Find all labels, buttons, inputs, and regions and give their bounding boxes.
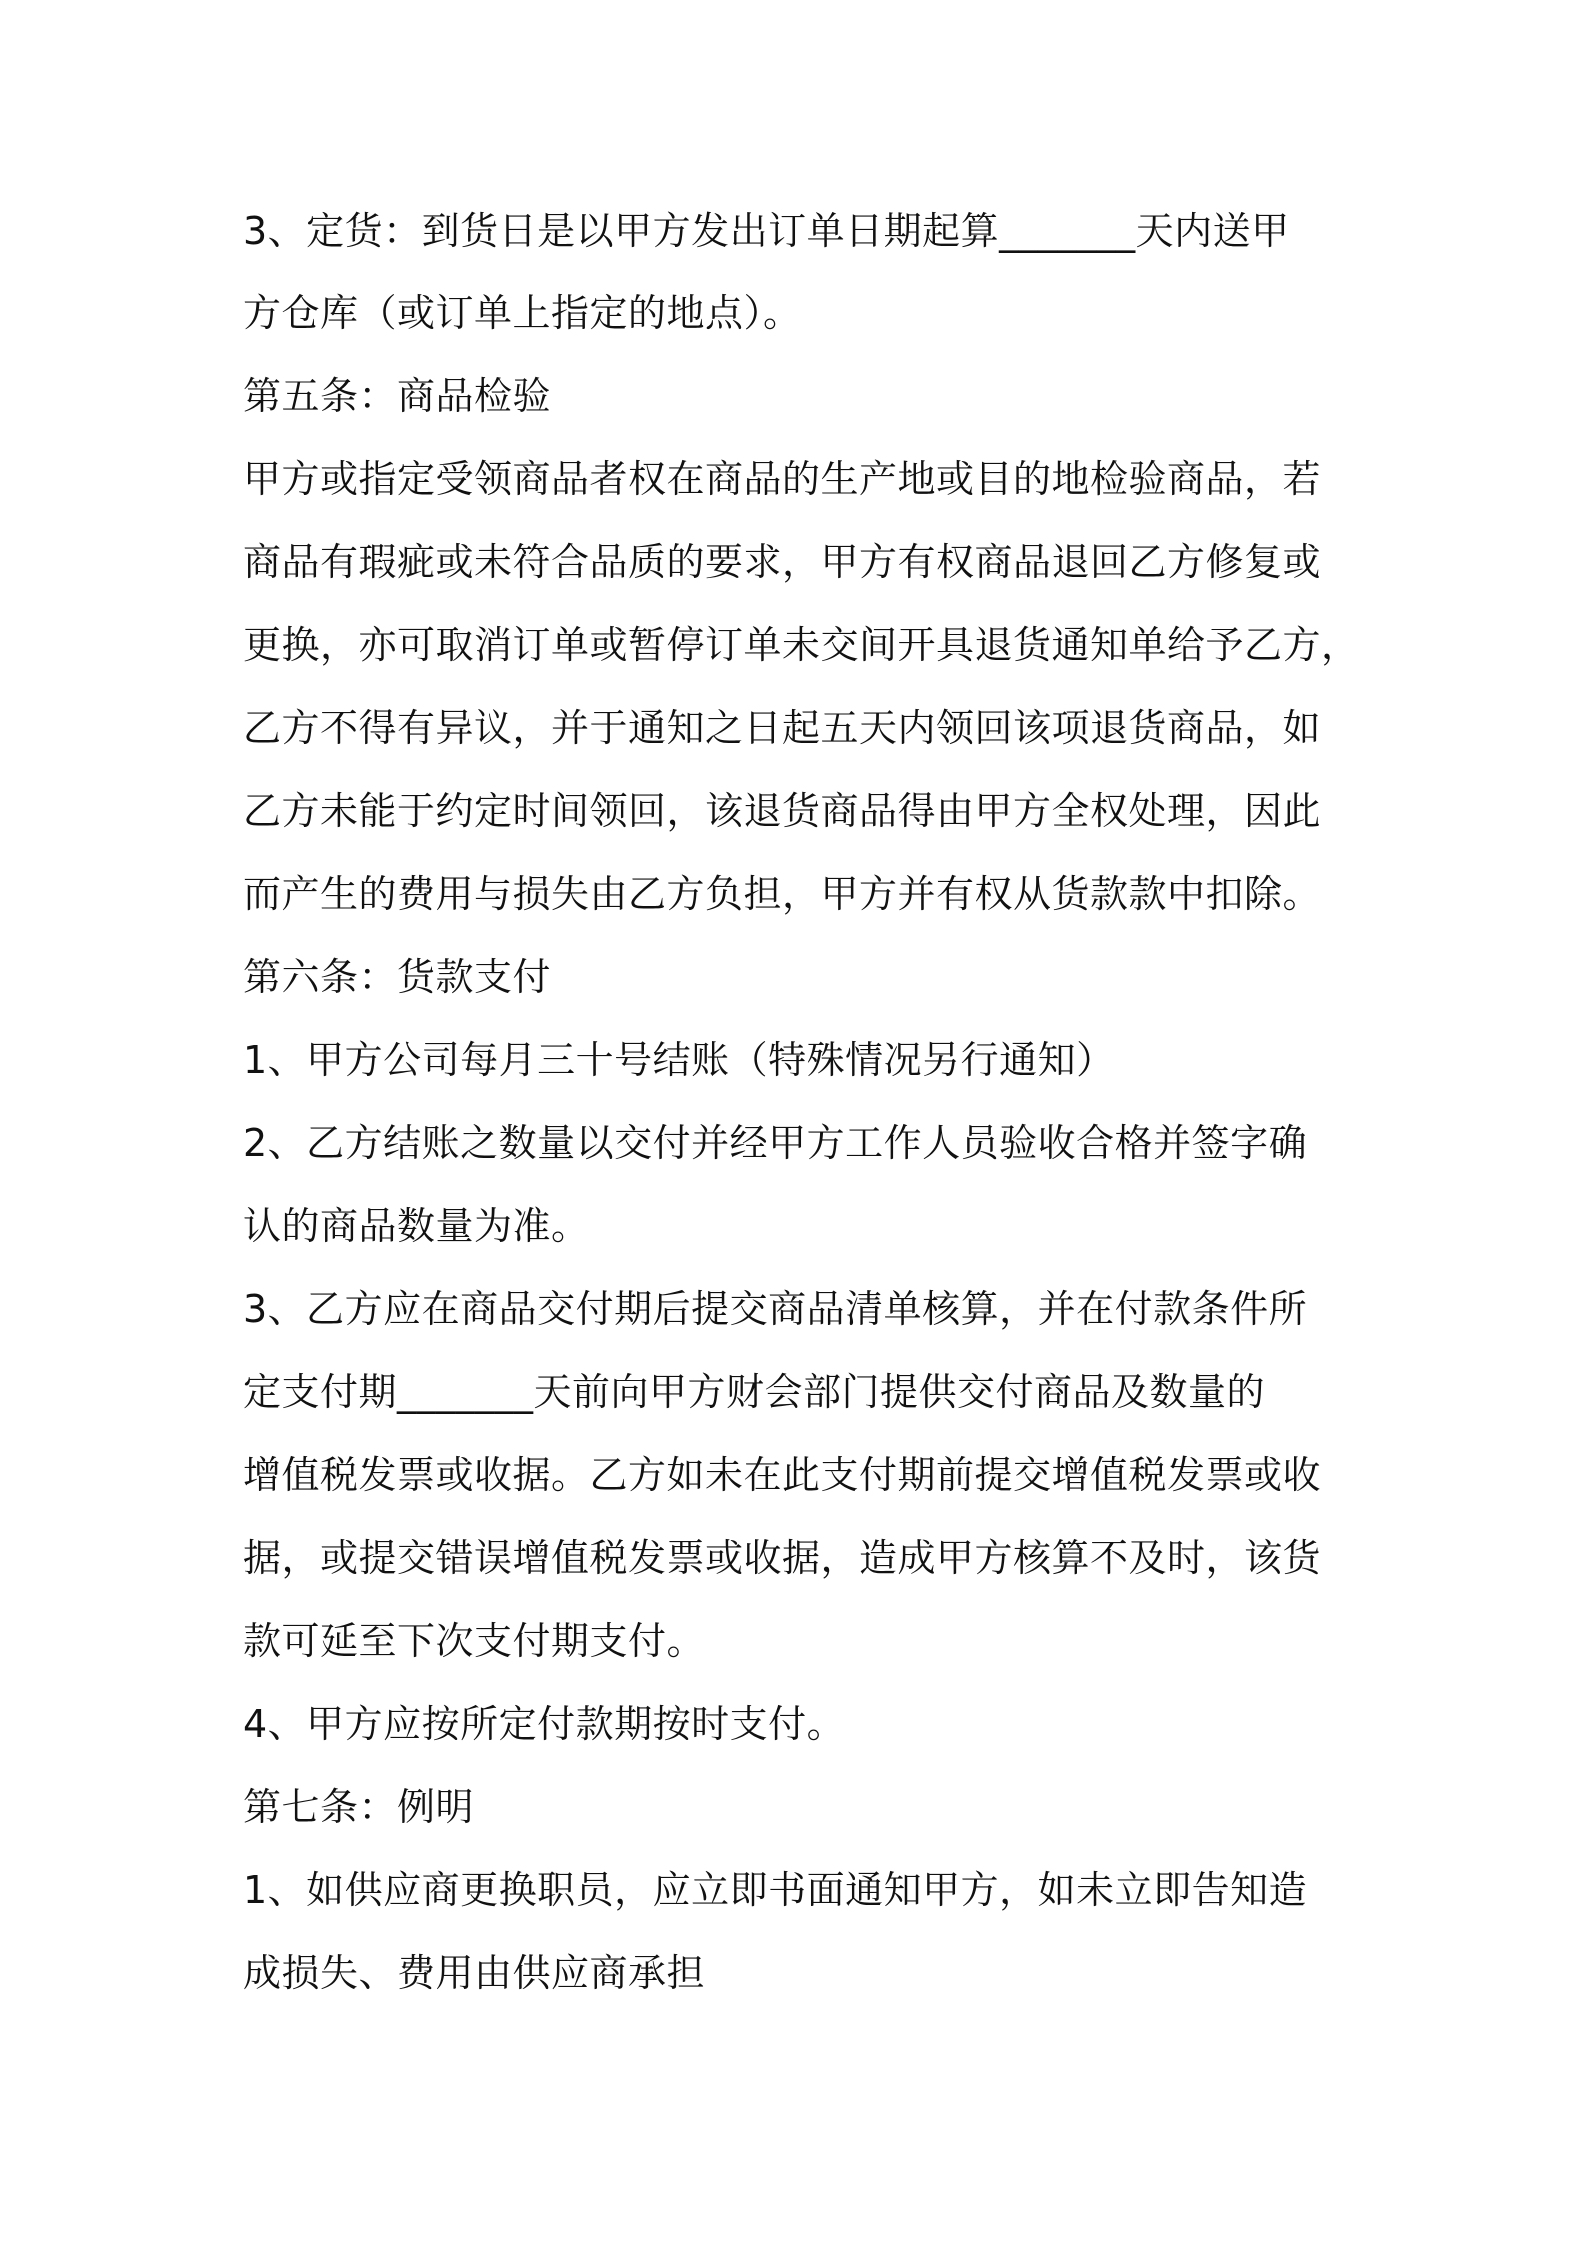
text-line: 4、甲方应按所定付款期按时支付。 — [243, 1702, 846, 1746]
text-line: 乙方未能于约定时间领回，该退货商品得由甲方全权处理，因此 — [243, 789, 1322, 833]
text-line: 更换，亦可取消订单或暂停订单未交间开具退货通知单给予乙方， — [243, 623, 1360, 667]
text-line: 款可延至下次支付期支付。 — [243, 1619, 706, 1663]
text-line: 认的商品数量为准。 — [243, 1204, 590, 1248]
text-line: 方仓库（或订单上指定的地点）。 — [243, 291, 802, 335]
section-heading: 第七条：例明 — [243, 1785, 475, 1829]
text-line: 3、定货：到货日是以甲方发出订单日期起算_______天内送甲 — [243, 209, 1290, 253]
text-line: 据，或提交错误增值税发票或收据，造成甲方核算不及时，该货 — [243, 1536, 1322, 1580]
text-line: 3、乙方应在商品交付期后提交商品清单核算，并在付款条件所 — [243, 1287, 1308, 1331]
section-heading: 第六条：货款支付 — [243, 955, 552, 999]
section-heading: 第五条：商品检验 — [243, 374, 552, 418]
text-line: 甲方或指定受领商品者权在商品的生产地或目的地检验商品，若 — [243, 457, 1322, 501]
text-line: 2、乙方结账之数量以交付并经甲方工作人员验收合格并签字确 — [243, 1121, 1308, 1165]
text-line: 1、如供应商更换职员，应立即书面通知甲方，如未立即告知造 — [243, 1868, 1308, 1912]
text-line: 1、甲方公司每月三十号结账（特殊情况另行通知） — [243, 1038, 1115, 1082]
text-line: 商品有瑕疵或未符合品质的要求，甲方有权商品退回乙方修复或 — [243, 540, 1322, 584]
text-line: 而产生的费用与损失由乙方负担，甲方并有权从货款款中扣除。 — [243, 872, 1322, 916]
text-line: 成损失、费用由供应商承担 — [243, 1951, 706, 1995]
text-line: 定支付期_______天前向甲方财会部门提供交付商品及数量的 — [243, 1370, 1266, 1414]
text-line: 乙方不得有异议，并于通知之日起五天内领回该项退货商品，如 — [243, 706, 1322, 750]
text-line: 增值税发票或收据。乙方如未在此支付期前提交增值税发票或收 — [243, 1453, 1322, 1497]
